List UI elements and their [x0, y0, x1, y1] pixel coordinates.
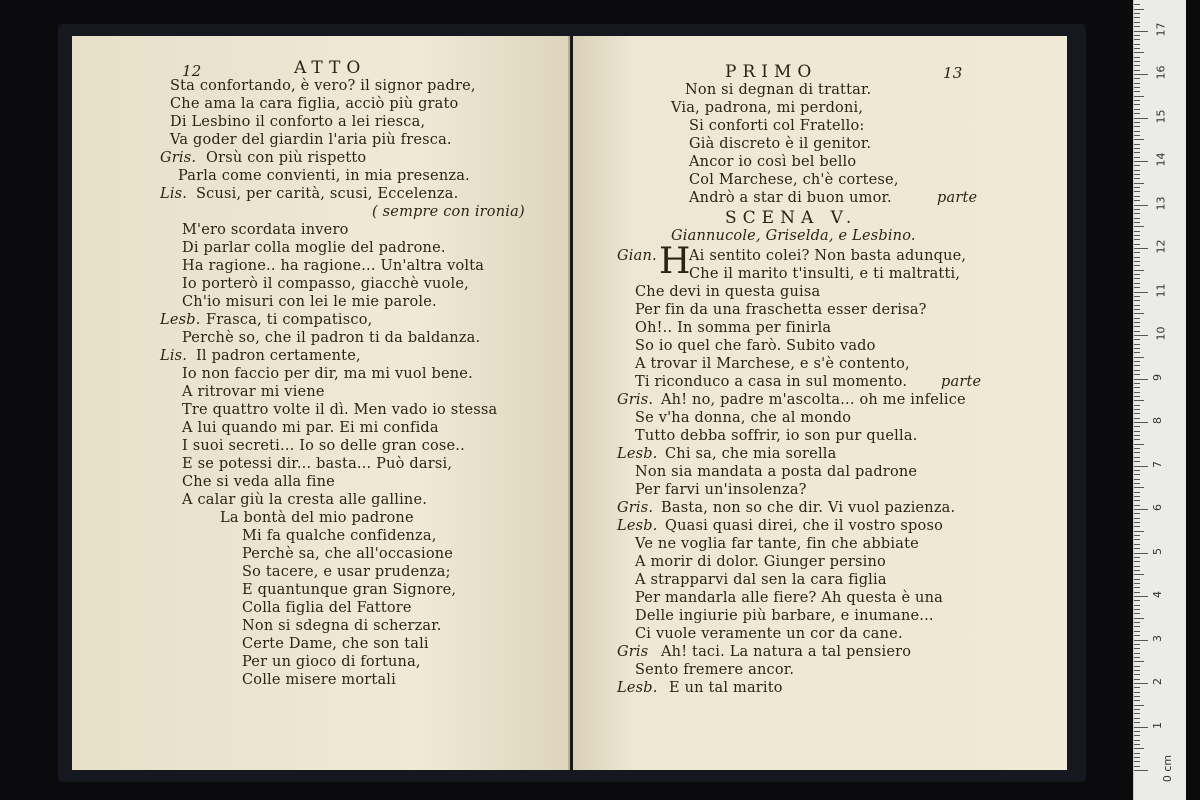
- ruler-tick: [1134, 618, 1144, 619]
- ruler-tick: [1134, 313, 1144, 314]
- text-line: Non si sdegna di scherzar.: [242, 618, 442, 634]
- ruler-tick: [1134, 518, 1140, 519]
- ruler-tick: [1134, 83, 1140, 84]
- speaker-label: Gris.: [160, 150, 197, 166]
- ruler-tick: [1134, 583, 1140, 584]
- ruler-tick: [1134, 683, 1148, 684]
- ruler-tick: [1134, 283, 1140, 284]
- ruler-tick: [1134, 318, 1140, 319]
- text-line: Il padron certamente,: [196, 348, 361, 364]
- ruler-tick: [1134, 379, 1148, 380]
- speaker-label: Gian.: [617, 248, 657, 264]
- page-number: 12: [182, 62, 202, 80]
- ruler-tick: [1134, 357, 1144, 358]
- ruler-tick: [1134, 548, 1140, 549]
- ruler-tick: [1134, 213, 1140, 214]
- ruler-tick: [1134, 361, 1140, 362]
- ruler-tick: [1134, 261, 1140, 262]
- text-line: Oh!.. In somma per finirla: [635, 320, 832, 336]
- ruler-tick: [1134, 196, 1140, 197]
- ruler-tick: [1134, 439, 1140, 440]
- text-line: Per fin da una fraschetta esser derisa?: [635, 302, 927, 318]
- text-line: A trovar il Marchese, e s'è contento,: [635, 356, 910, 372]
- ruler-tick: [1134, 300, 1140, 301]
- scene-heading: SCENA V.: [725, 208, 858, 228]
- ruler-tick: [1134, 165, 1140, 166]
- ruler-number: 10: [1154, 326, 1168, 341]
- text-line: Via, padrona, mi perdoni,: [671, 100, 864, 116]
- text-line: Orsù con più rispetto: [206, 150, 367, 166]
- ruler-tick: [1134, 426, 1140, 427]
- text-line: Che si veda alla fine: [182, 474, 335, 490]
- ruler-tick: [1134, 492, 1140, 493]
- speaker-label: Lis.: [160, 186, 188, 202]
- ruler-tick: [1134, 13, 1140, 14]
- ruler-number: 8: [1151, 417, 1164, 424]
- ruler-tick: [1134, 640, 1148, 641]
- ruler-number: 15: [1154, 109, 1168, 123]
- ruler-tick: [1134, 91, 1140, 92]
- ruler-tick: [1134, 400, 1144, 401]
- ruler-number: 3: [1151, 634, 1164, 642]
- ruler-tick: [1134, 239, 1140, 240]
- ruler-tick: [1134, 605, 1140, 606]
- measuring-ruler: [1133, 0, 1186, 800]
- ruler-tick: [1134, 600, 1140, 601]
- ruler-tick: [1134, 265, 1140, 266]
- ruler-tick: [1134, 187, 1140, 188]
- ruler-tick: [1134, 679, 1140, 680]
- ruler-tick: [1134, 270, 1144, 271]
- ruler-number: 7: [1151, 460, 1164, 468]
- text-line: A calar giù la cresta alle galline.: [182, 492, 428, 508]
- ruler-tick: [1134, 666, 1140, 667]
- ruler-tick: [1134, 44, 1140, 45]
- text-line: So io quel che farò. Subito vado: [635, 338, 876, 354]
- ruler-tick: [1134, 674, 1140, 675]
- text-line: Per un gioco di fortuna,: [242, 654, 421, 670]
- text-line: Che il marito t'insulti, e ti maltratti,: [689, 266, 961, 282]
- ruler-tick: [1134, 718, 1140, 719]
- ruler-tick: [1134, 566, 1140, 567]
- text-line: La bontà del mio padrone: [220, 510, 414, 526]
- ruler-tick: [1134, 405, 1140, 406]
- ruler-tick: [1134, 170, 1140, 171]
- ruler-tick: [1134, 705, 1144, 706]
- ruler-tick: [1134, 226, 1144, 227]
- ruler-tick: [1134, 661, 1144, 662]
- ruler-number: 12: [1154, 239, 1168, 254]
- ruler-tick: [1134, 74, 1148, 75]
- text-line: Ci vuole veramente un cor da cane.: [635, 626, 903, 642]
- ruler-tick: [1134, 648, 1140, 649]
- ruler-tick: [1134, 757, 1140, 758]
- text-line: Ah! taci. La natura a tal pensiero: [661, 644, 912, 660]
- text-line: Che ama la cara figlia, acciò più grato: [170, 96, 459, 112]
- ruler-tick: [1134, 553, 1148, 554]
- scene-cast: Giannucole, Griselda, e Lesbino.: [671, 228, 916, 244]
- ruler-tick: [1134, 113, 1140, 114]
- ruler-number: 13: [1154, 196, 1168, 210]
- text-line: Frasca, ti compatisco,: [206, 312, 373, 328]
- ruler-tick: [1134, 761, 1140, 762]
- ruler-tick: [1134, 766, 1140, 767]
- ruler-tick: [1134, 135, 1140, 136]
- speaker-label: Lesb.: [617, 518, 658, 534]
- ruler-tick: [1134, 17, 1140, 18]
- running-header: PRIMO: [725, 62, 818, 82]
- ruler-tick: [1134, 257, 1140, 258]
- text-line: Tre quattro volte il dì. Men vado io stessa: [182, 402, 498, 418]
- speaker-label: Lesb.: [617, 680, 658, 696]
- text-line: Parla come convienti, in mia presenza.: [178, 168, 470, 184]
- text-line: Ai sentito colei? Non basta adunque,: [689, 248, 967, 264]
- ruler-tick: [1134, 200, 1140, 201]
- text-line: M'ero scordata invero: [182, 222, 349, 238]
- ruler-tick: [1134, 539, 1140, 540]
- ruler-tick: [1134, 370, 1140, 371]
- ruler-tick: [1134, 505, 1140, 506]
- text-line: Andrò a star di buon umor.: [689, 190, 892, 206]
- ruler-tick: [1134, 331, 1140, 332]
- ruler-tick: [1134, 444, 1144, 445]
- ruler-tick: [1134, 609, 1140, 610]
- ruler-tick: [1134, 422, 1148, 423]
- ruler-tick: [1134, 183, 1144, 184]
- ruler-tick: [1134, 587, 1140, 588]
- page-number: 13: [943, 64, 963, 82]
- ruler-tick: [1134, 735, 1140, 736]
- ruler-tick: [1134, 174, 1140, 175]
- ruler-tick: [1134, 305, 1140, 306]
- ruler-tick: [1134, 278, 1140, 279]
- text-line: Per mandarla alle fiere? Ah questa è una: [635, 590, 943, 606]
- text-line: So tacere, e usar prudenza;: [242, 564, 451, 580]
- ruler-number: 9: [1151, 373, 1164, 381]
- text-line: A morir di dolor. Giunger persino: [635, 554, 886, 570]
- speaker-label: Gris.: [617, 500, 654, 516]
- ruler-tick: [1134, 635, 1140, 636]
- text-line: Ve ne voglia far tante, fin che abbiate: [635, 536, 919, 552]
- text-line: Di parlar colla moglie del padrone.: [182, 240, 446, 256]
- ruler-tick: [1134, 561, 1140, 562]
- speaker-label: Lesb.: [617, 446, 658, 462]
- ruler-tick: [1134, 352, 1140, 353]
- ruler-tick: [1134, 727, 1148, 728]
- ruler-tick: [1134, 740, 1140, 741]
- ruler-tick: [1134, 592, 1140, 593]
- ruler-tick: [1134, 700, 1140, 701]
- text-line: E quantunque gran Signore,: [242, 582, 457, 598]
- text-line: Sento fremere ancor.: [635, 662, 795, 678]
- text-line: E se potessi dir... basta... Può darsi,: [182, 456, 453, 472]
- ruler-tick: [1134, 252, 1140, 253]
- ruler-tick: [1134, 22, 1140, 23]
- text-line: Perchè so, che il padron ti da baldanza.: [182, 330, 481, 346]
- ruler-tick: [1134, 387, 1140, 388]
- ruler-tick: [1134, 274, 1140, 275]
- text-line: Colla figlia del Fattore: [242, 600, 412, 616]
- ruler-tick: [1134, 626, 1140, 627]
- ruler-tick: [1134, 65, 1140, 66]
- ruler-tick: [1134, 513, 1140, 514]
- exit-note: parte: [941, 374, 982, 390]
- text-line: Mi fa qualche confidenza,: [242, 528, 437, 544]
- ruler-number: 14: [1154, 152, 1168, 167]
- ruler-tick: [1134, 644, 1140, 645]
- ruler-tick: [1134, 413, 1140, 414]
- ruler-tick: [1134, 579, 1140, 580]
- speaker-label: Lesb.: [160, 312, 201, 328]
- text-line: Basta, non so che dir. Vi vuol pazienza.: [661, 500, 956, 516]
- text-line: A lui quando mi par. Ei mi confida: [182, 420, 439, 436]
- ruler-tick: [1134, 748, 1144, 749]
- text-line: A ritrovar mi viene: [182, 384, 325, 400]
- left-page: [72, 36, 570, 770]
- text-line: Chi sa, che mia sorella: [665, 446, 837, 462]
- ruler-tick: [1134, 131, 1140, 132]
- ruler-tick: [1134, 191, 1140, 192]
- ruler-tick: [1134, 70, 1140, 71]
- ruler-number: 6: [1151, 504, 1164, 511]
- ruler-tick: [1134, 118, 1148, 119]
- ruler-tick: [1134, 365, 1140, 366]
- text-line: Perchè sa, che all'occasione: [242, 546, 454, 562]
- ruler-tick: [1134, 709, 1140, 710]
- text-line: Tutto debba soffrir, io son pur quella.: [635, 428, 918, 444]
- ruler-tick: [1134, 374, 1140, 375]
- ruler-tick: [1134, 205, 1148, 206]
- text-line: I suoi secreti... Io so delle gran cose..: [182, 438, 465, 454]
- ruler-tick: [1134, 409, 1140, 410]
- ruler-tick: [1134, 9, 1144, 10]
- ruler-tick: [1134, 496, 1140, 497]
- ruler-tick: [1134, 122, 1140, 123]
- ruler-number: 17: [1154, 22, 1168, 36]
- ruler-tick: [1134, 487, 1144, 488]
- text-line: Certe Dame, che son tali: [242, 636, 429, 652]
- text-line: Scusi, per carità, scusi, Eccelenza.: [196, 186, 459, 202]
- ruler-tick: [1134, 744, 1140, 745]
- ruler-tick: [1134, 535, 1140, 536]
- ruler-tick: [1134, 292, 1148, 293]
- text-line: Per farvi un'insolenza?: [635, 482, 807, 498]
- text-line: Io non faccio per dir, ma mi vuol bene.: [182, 366, 473, 382]
- text-line: Colle misere mortali: [242, 672, 396, 688]
- ruler-tick: [1134, 152, 1140, 153]
- text-line: A strapparvi dal sen la cara figlia: [635, 572, 887, 588]
- ruler-tick: [1134, 457, 1140, 458]
- ruler-tick: [1134, 26, 1140, 27]
- ruler-tick: [1134, 78, 1140, 79]
- ruler-tick: [1134, 753, 1140, 754]
- text-line: Non sia mandata a posta dal padrone: [635, 464, 918, 480]
- ruler-tick: [1134, 96, 1144, 97]
- ruler-tick: [1134, 713, 1140, 714]
- ruler-tick: [1134, 653, 1140, 654]
- ruler-tick: [1134, 231, 1140, 232]
- text-line: Ch'io misuri con lei le mie parole.: [182, 294, 437, 310]
- text-line: Va goder del giardin l'aria più fresca.: [170, 132, 452, 148]
- ruler-tick: [1134, 139, 1144, 140]
- ruler-tick: [1134, 731, 1140, 732]
- ruler-tick: [1134, 596, 1148, 597]
- ruler-tick: [1134, 178, 1140, 179]
- text-line: Col Marchese, ch'è cortese,: [689, 172, 899, 188]
- ruler-tick: [1134, 100, 1140, 101]
- ruler-tick: [1134, 52, 1144, 53]
- ruler-tick: [1134, 435, 1140, 436]
- ruler-tick: [1134, 161, 1148, 162]
- text-line: E un tal marito: [669, 680, 783, 696]
- ruler-tick: [1134, 557, 1140, 558]
- ruler-tick: [1134, 126, 1140, 127]
- ruler-tick: [1134, 474, 1140, 475]
- ruler-tick: [1134, 431, 1140, 432]
- ruler-tick: [1134, 461, 1140, 462]
- ruler-tick: [1134, 500, 1140, 501]
- ruler-tick: [1134, 383, 1140, 384]
- ruler-tick: [1134, 309, 1140, 310]
- ruler-tick: [1134, 31, 1148, 32]
- ruler-tick: [1134, 479, 1140, 480]
- ruler-tick: [1134, 687, 1140, 688]
- ruler-tick: [1134, 448, 1140, 449]
- ruler-number: 0 cm: [1161, 754, 1175, 783]
- ruler-tick: [1134, 144, 1140, 145]
- ruler-tick: [1134, 657, 1140, 658]
- ruler-number: 11: [1154, 283, 1168, 297]
- ruler-tick: [1134, 218, 1140, 219]
- text-line: Ah! no, padre m'ascolta... oh me infelice: [661, 392, 966, 408]
- ruler-tick: [1134, 613, 1140, 614]
- ruler-number: 1: [1151, 721, 1164, 729]
- ruler-tick: [1134, 392, 1140, 393]
- ruler-tick: [1134, 344, 1140, 345]
- ruler-tick: [1134, 244, 1140, 245]
- ruler-tick: [1134, 396, 1140, 397]
- ruler-number: 2: [1151, 678, 1164, 685]
- ruler-tick: [1134, 87, 1140, 88]
- ruler-tick: [1134, 287, 1140, 288]
- text-line: Se v'ha donna, che al mondo: [635, 410, 852, 426]
- ruler-tick: [1134, 339, 1140, 340]
- ruler-tick: [1134, 148, 1140, 149]
- ruler-tick: [1134, 296, 1140, 297]
- ruler-tick: [1134, 57, 1140, 58]
- speaker-label: Lis.: [160, 348, 188, 364]
- ruler-tick: [1134, 574, 1144, 575]
- ruler-tick: [1134, 670, 1140, 671]
- ruler-tick: [1134, 483, 1140, 484]
- text-line: Che devi in questa guisa: [635, 284, 821, 300]
- text-line: Ancor io così bel bello: [689, 154, 857, 170]
- ruler-number: 5: [1151, 547, 1164, 555]
- ruler-tick: [1134, 157, 1140, 158]
- ruler-tick: [1134, 526, 1140, 527]
- ruler-tick: [1134, 509, 1148, 510]
- text-line: Sta confortando, è vero? il signor padre,: [170, 78, 476, 94]
- ruler-tick: [1134, 326, 1140, 327]
- ruler-tick: [1134, 4, 1140, 5]
- ruler-tick: [1134, 470, 1140, 471]
- ruler-tick: [1134, 48, 1140, 49]
- ruler-tick: [1134, 39, 1140, 40]
- ruler-tick: [1134, 209, 1140, 210]
- right-page: [573, 36, 1067, 770]
- ruler-tick: [1134, 622, 1140, 623]
- text-line: Ha ragione.. ha ragione... Un'altra volta: [182, 258, 485, 274]
- ruler-tick: [1134, 570, 1140, 571]
- ruler-number: 16: [1154, 65, 1168, 80]
- ruler-tick: [1134, 531, 1144, 532]
- ruler-tick: [1134, 770, 1148, 771]
- ruler-tick: [1134, 631, 1140, 632]
- text-line: Di Lesbino il conforto a lei riesca,: [170, 114, 426, 130]
- text-line: Si conforti col Fratello:: [689, 118, 865, 134]
- exit-note: parte: [937, 190, 978, 206]
- ruler-tick: [1134, 61, 1140, 62]
- ruler-tick: [1134, 696, 1140, 697]
- text-line: Io porterò il compasso, giacchè vuole,: [182, 276, 469, 292]
- ruler-tick: [1134, 348, 1140, 349]
- ruler-tick: [1134, 35, 1140, 36]
- text-line: Quasi quasi direi, che il vostro sposo: [665, 518, 944, 534]
- ruler-tick: [1134, 104, 1140, 105]
- ruler-tick: [1134, 335, 1148, 336]
- ruler-tick: [1134, 322, 1140, 323]
- ruler-tick: [1134, 235, 1140, 236]
- text-line: Ti riconduco a casa in sul momento.: [635, 374, 908, 390]
- drop-cap: H: [659, 241, 691, 282]
- text-line: Già discreto è il genitor.: [689, 136, 872, 152]
- stage-direction: ( sempre con ironia): [372, 204, 525, 220]
- ruler-tick: [1134, 418, 1140, 419]
- ruler-tick: [1134, 222, 1140, 223]
- ruler-number: 4: [1151, 591, 1164, 598]
- ruler-tick: [1134, 466, 1148, 467]
- ruler-tick: [1134, 544, 1140, 545]
- text-line: Delle ingiurie più barbare, e inumane...: [635, 608, 934, 624]
- speaker-label: Gris.: [617, 392, 654, 408]
- ruler-tick: [1134, 522, 1140, 523]
- speaker-label: Gris: [617, 644, 649, 660]
- ruler-tick: [1134, 692, 1140, 693]
- ruler-tick: [1134, 452, 1140, 453]
- ruler-tick: [1134, 722, 1140, 723]
- text-line: Non si degnan di trattar.: [685, 82, 872, 98]
- ruler-tick: [1134, 248, 1148, 249]
- ruler-tick: [1134, 109, 1140, 110]
- running-header: ATTO: [294, 58, 367, 78]
